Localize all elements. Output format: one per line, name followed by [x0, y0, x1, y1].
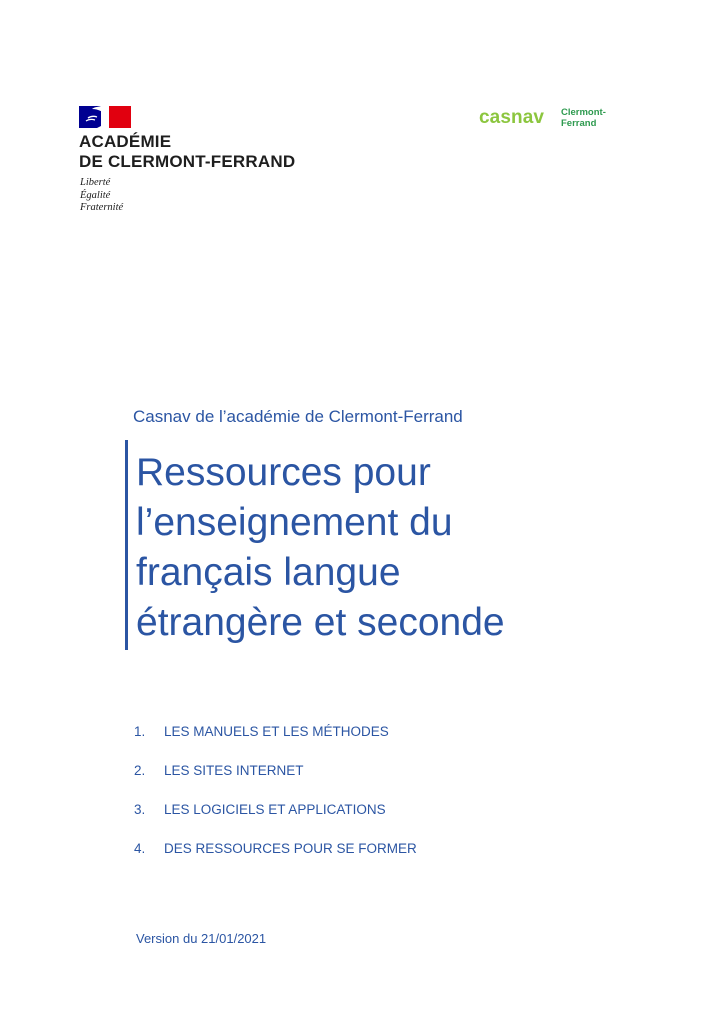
casnav-wordmark: casnav — [479, 107, 545, 128]
title-line-4: étrangère et seconde — [136, 601, 505, 644]
document-subtitle: Casnav de l’académie de Clermont-Ferrand — [133, 407, 463, 426]
marianne-emblem-icon — [79, 106, 131, 128]
toc-item-number: 2. — [134, 763, 146, 778]
motto-liberte: Liberté — [80, 177, 111, 188]
document-title — [136, 448, 505, 648]
toc-item-label: LES LOGICIELS ET APPLICATIONS — [164, 802, 386, 817]
version-date: Version du 21/01/2021 — [136, 931, 267, 946]
casnav-city — [561, 108, 606, 129]
toc-item-label: LES SITES INTERNET — [164, 763, 304, 778]
toc-item-number: 4. — [134, 841, 146, 856]
academie-name-line1: ACADÉMIE — [79, 132, 172, 151]
title-accent-rule — [125, 440, 128, 650]
title-line-1: Ressources pour — [136, 451, 431, 494]
toc-item-label: DES RESSOURCES POUR SE FORMER — [164, 841, 417, 856]
casnav-city-line1: Clermont- — [561, 107, 606, 118]
casnav-city-line2: Ferrand — [561, 117, 597, 129]
motto-fraternite: Fraternité — [80, 202, 124, 213]
academie-name-line2: DE CLERMONT-FERRAND — [79, 152, 296, 171]
motto-egalite: Égalité — [80, 189, 111, 201]
title-line-2: l’enseignement du — [136, 501, 453, 544]
title-line-3: français langue — [136, 551, 401, 594]
toc-item-number: 1. — [134, 724, 146, 739]
casnav-logo — [479, 106, 629, 136]
toc-item-label: LES MANUELS ET LES MÉTHODES — [164, 724, 389, 739]
toc-item-number: 3. — [134, 802, 146, 817]
academie-name — [79, 132, 295, 172]
republic-motto — [80, 177, 123, 215]
academie-logo — [79, 106, 329, 218]
